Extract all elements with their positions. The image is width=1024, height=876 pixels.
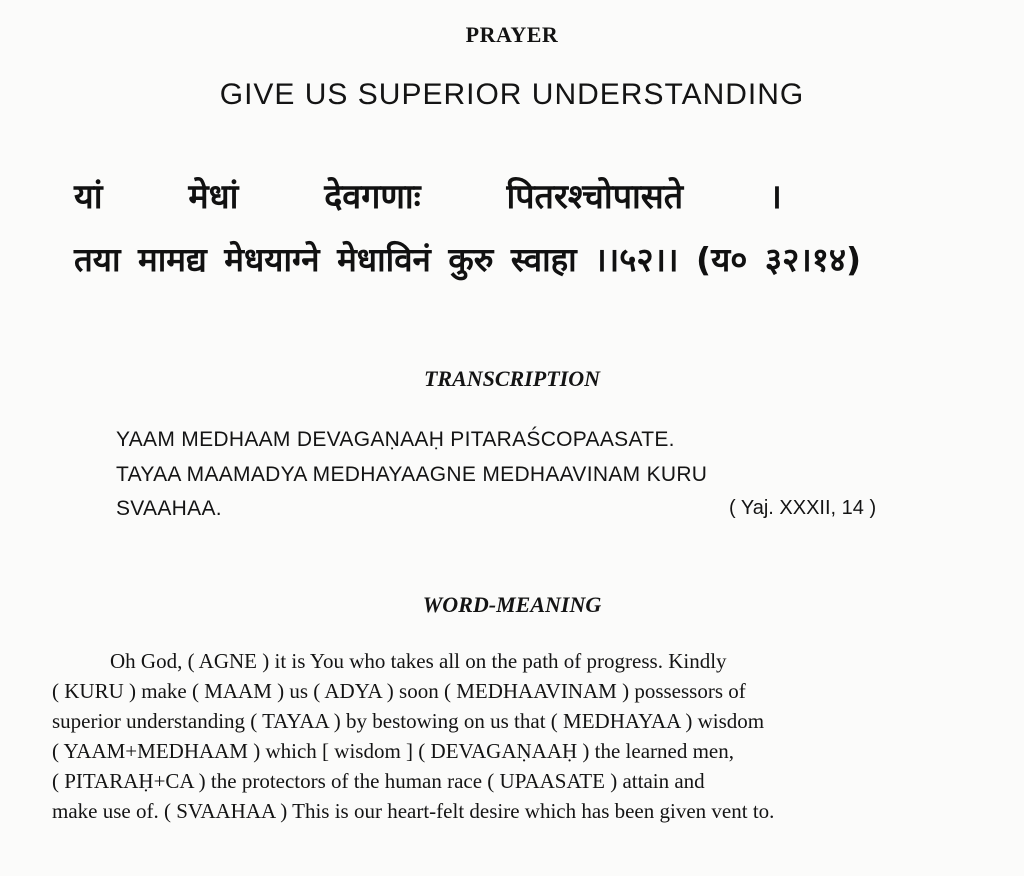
sanskrit-line-2: तया मामद्य मेधयाग्ने मेधाविनं कुरु स्वाहा ।।५२।। (य० ३२।१४) [74, 240, 862, 279]
transcription-line-2: TAYAA MAAMADYA MEDHAYAAGNE MEDHAAVINAM KURU [116, 463, 708, 486]
transcription-line-3: SVAAHAA. [116, 497, 222, 520]
transcription-line-1: YAAM MEDHAAM DEVAGAṆAAḤ PITARAŚCOPAASATE. [116, 428, 675, 451]
section-kicker: PRAYER [465, 22, 559, 47]
word-meaning-heading: WORD-MEANING [422, 592, 602, 617]
meaning-line: ( PITARAḤ+CA ) the protectors of the human race ( UPAASATE ) attain and [52, 769, 705, 793]
page-title: GIVE US SUPERIOR UNDERSTANDING [219, 78, 805, 111]
sanskrit-line-1: यां मेधां देवगणाः पितरश्चोपासते । [74, 177, 782, 217]
meaning-line: make use of. ( SVAAHAA ) This is our heart-felt desire which has been given vent to. [52, 799, 775, 823]
verse-reference: ( Yaj. XXXII, 14 ) [729, 497, 877, 519]
meaning-line: superior understanding ( TAYAA ) by bestowing on us that ( MEDHAYAA ) wisdom [52, 709, 765, 733]
transcription-heading: TRANSCRIPTION [423, 366, 601, 391]
meaning-line: ( YAAM+MEDHAAM ) which [ wisdom ] ( DEVAGAṆAAḤ ) the learned men, [52, 739, 734, 763]
meaning-line: ( KURU ) make ( MAAM ) us ( ADYA ) soon ( MEDHAAVINAM ) possessors of [52, 679, 746, 703]
meaning-line: Oh God, ( AGNE ) it is You who takes all on the path of progress. Kindly [110, 649, 727, 673]
